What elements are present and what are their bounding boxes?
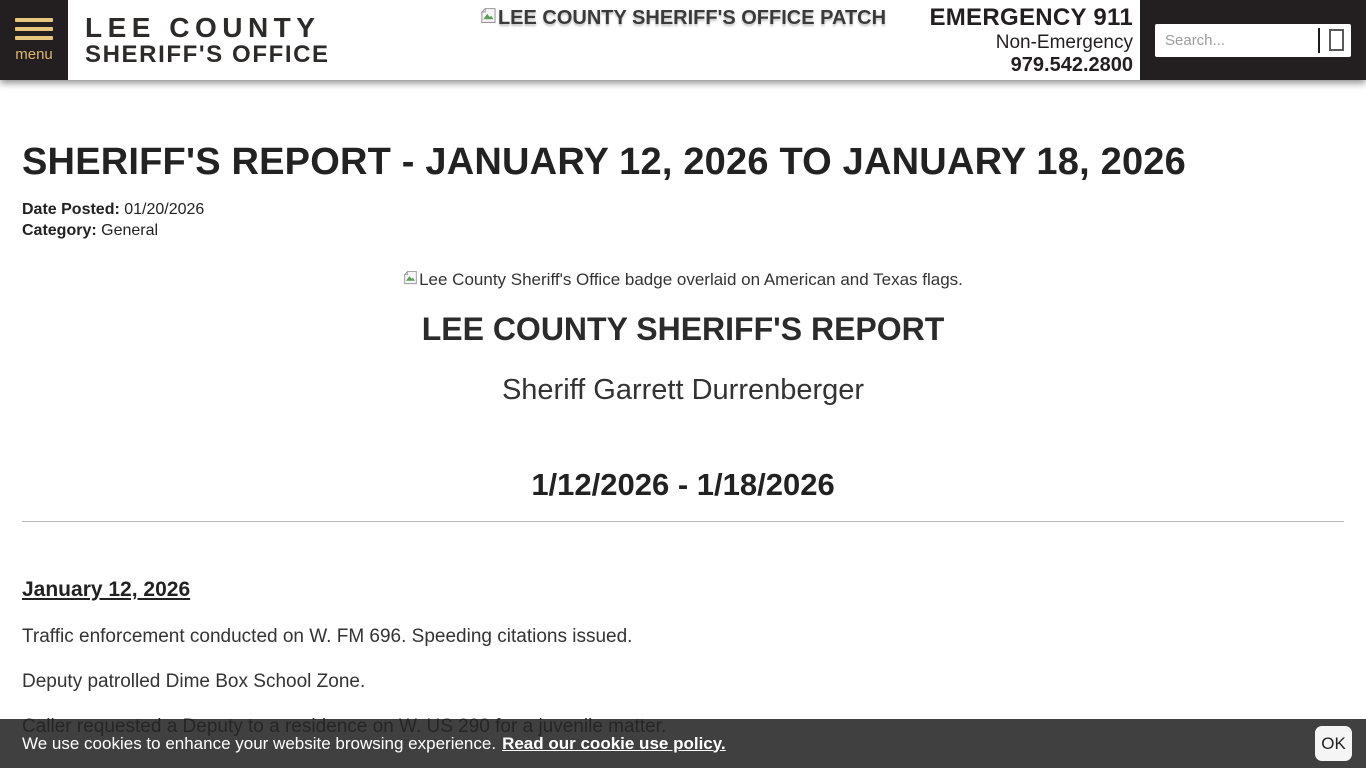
cookie-policy-link[interactable]: Read our cookie use policy. bbox=[502, 733, 726, 753]
emergency-911-text: EMERGENCY 911 bbox=[929, 3, 1133, 31]
report-section bbox=[22, 578, 1344, 737]
report-title: LEE COUNTY SHERIFF'S REPORT bbox=[421, 310, 945, 347]
logo-line-2: SHERIFF'S OFFICE bbox=[85, 41, 330, 69]
category-value: General bbox=[101, 221, 159, 239]
patch-image-alt-text: LEE COUNTY SHERIFF'S OFFICE PATCH bbox=[497, 7, 887, 29]
badge-image-alt-text: Lee County Sheriff's Office badge overlaid on American and Texas flags. bbox=[419, 269, 963, 289]
menu-button[interactable] bbox=[0, 0, 68, 80]
menu-label: menu bbox=[15, 46, 53, 63]
search-input[interactable] bbox=[1165, 32, 1314, 49]
date-posted-row bbox=[22, 199, 1344, 220]
search-submit-button[interactable] bbox=[1329, 29, 1344, 51]
patch-broken-image bbox=[480, 7, 886, 30]
page-title: SHERIFF'S REPORT - JANUARY 12, 2026 TO JANUARY 18, 2026 bbox=[22, 141, 1186, 183]
divider bbox=[22, 521, 1344, 522]
logo-line-1: LEE COUNTY bbox=[85, 11, 321, 43]
article-meta bbox=[22, 199, 1344, 241]
cookie-ok-button[interactable]: OK bbox=[1315, 726, 1352, 761]
report-date-range: 1/12/2026 - 1/18/2026 bbox=[531, 466, 835, 502]
badge-broken-image bbox=[403, 270, 963, 290]
main-content bbox=[0, 142, 1366, 737]
date-posted-value: 01/20/2026 bbox=[124, 200, 205, 218]
report-entry: Deputy patrolled Dime Box School Zone. bbox=[22, 670, 366, 692]
report-entry: Traffic enforcement conducted on W. FM 696. Speeding citations issued. bbox=[22, 625, 633, 647]
header-middle bbox=[68, 0, 1140, 80]
non-emergency-phone: 979.542.2800 bbox=[1010, 53, 1133, 76]
search-box bbox=[1155, 24, 1351, 57]
cookie-message: We use cookies to enhance your website browsing experience. bbox=[22, 733, 497, 753]
hamburger-icon bbox=[15, 18, 53, 40]
broken-image-icon bbox=[403, 270, 418, 290]
search-area bbox=[1140, 0, 1366, 80]
broken-image-icon bbox=[480, 7, 497, 30]
site-header bbox=[0, 0, 1366, 80]
site-logo[interactable] bbox=[85, 13, 330, 68]
emergency-contact-block bbox=[929, 3, 1140, 76]
date-posted-label: Date Posted: bbox=[22, 200, 120, 218]
sheriff-name: Sheriff Garrett Durrenberger bbox=[501, 373, 865, 406]
cookie-banner bbox=[0, 719, 1366, 768]
category-row bbox=[22, 220, 1344, 241]
non-emergency-label: Non-Emergency bbox=[995, 31, 1133, 53]
category-label: Category: bbox=[22, 221, 97, 239]
section-date-heading: January 12, 2026 bbox=[22, 577, 191, 601]
search-divider bbox=[1318, 28, 1320, 53]
report-header-block bbox=[22, 241, 1344, 503]
